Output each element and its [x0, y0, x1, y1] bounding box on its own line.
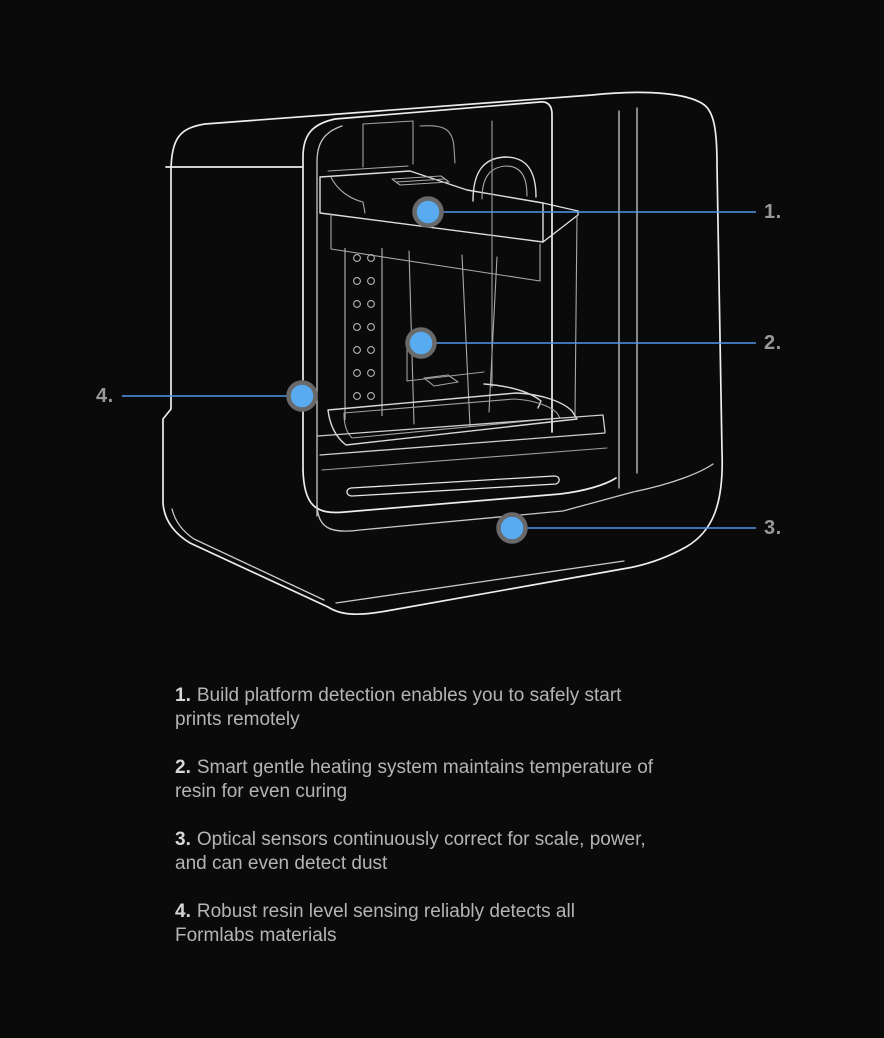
- legend-item-text-line2: resin for even curing: [175, 781, 348, 802]
- callout-label-3: 3.: [764, 517, 782, 539]
- legend-item-number: 3.: [175, 829, 191, 850]
- legend-item-text-line1: Smart gentle heating system maintains temperature of: [196, 757, 654, 778]
- legend: [175, 684, 715, 972]
- legend-item-text-line2: prints remotely: [175, 709, 300, 730]
- legend-item-text-line2: and can even detect dust: [175, 853, 388, 874]
- callout-dot-1: [415, 199, 442, 226]
- callout-label-1: 1.: [764, 201, 782, 223]
- legend-item-4: [175, 900, 715, 948]
- printer-outline: [163, 92, 722, 614]
- callout-dot-4: [289, 383, 316, 410]
- legend-item-2: [175, 756, 715, 804]
- legend-item-number: 1.: [175, 685, 191, 706]
- legend-item-text-line1: Optical sensors continuously correct for scale, power,: [196, 829, 646, 850]
- callout-dot-3: [499, 515, 526, 542]
- resin-tank: [328, 384, 577, 445]
- legend-item-text-line1: Build platform detection enables you to safely start: [196, 685, 622, 706]
- z-axis-column: [345, 248, 382, 420]
- build-platform-detail: [328, 166, 577, 426]
- callout-dot-2: [408, 330, 435, 357]
- legend-item-number: 4.: [175, 901, 191, 922]
- legend-item-1: [175, 684, 715, 732]
- legend-item-text-line1: Robust resin level sensing reliably detects all: [196, 901, 575, 922]
- callout-label-4: 4.: [96, 385, 114, 407]
- legend-item-number: 2.: [175, 757, 191, 778]
- build-platform: [320, 157, 578, 242]
- resin-tank-detail: [344, 375, 560, 438]
- legend-item-3: [175, 828, 715, 876]
- legend-item-text-line2: Formlabs materials: [175, 925, 337, 946]
- leader-lines: [122, 212, 756, 528]
- callout-label-2: 2.: [764, 332, 782, 354]
